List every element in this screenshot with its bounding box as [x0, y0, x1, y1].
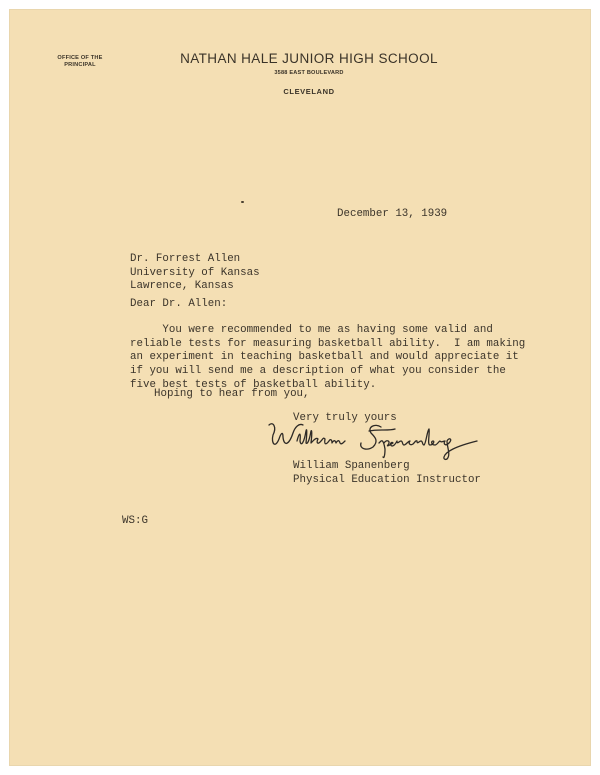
letter-page — [9, 9, 591, 766]
letter-body — [130, 324, 525, 393]
reference-initials: WS:G — [122, 515, 148, 527]
school-name: NATHAN HALE JUNIOR HIGH SCHOOL — [180, 51, 438, 66]
body-line: reliable tests for measuring basketball ability. I am making — [130, 337, 526, 350]
body-line: You were recommended to me as having some valid and — [130, 324, 493, 336]
office-line-1: OFFICE OF THE — [57, 55, 103, 61]
recipient-line: Lawrence, Kansas — [130, 280, 234, 293]
school-city: CLEVELAND — [283, 87, 335, 96]
salutation: Dear Dr. Allen: — [130, 298, 228, 310]
school-address: 3588 EAST BOULEVARD — [274, 70, 344, 76]
body-line: five best tests of basketball ability. — [130, 378, 377, 391]
recipient-address — [130, 253, 260, 294]
body-line: an experiment in teaching basketball and would appreciate it — [130, 351, 519, 364]
letter-date: December 13, 1939 — [337, 208, 448, 220]
ink-speck — [241, 201, 244, 203]
body-line: if you will send me a description of what you consider the — [130, 365, 506, 378]
office-line-2: PRINCIPAL — [64, 62, 96, 68]
signer-name: William Spanenberg — [293, 460, 410, 472]
recipient-line: Dr. Forrest Allen — [130, 253, 241, 265]
complimentary-close: Very truly yours — [293, 412, 397, 424]
signer-block — [293, 460, 481, 487]
closing-line: Hoping to hear from you, — [154, 388, 310, 400]
office-label — [45, 55, 115, 69]
signer-title: Physical Education Instructor — [293, 473, 481, 486]
recipient-line: University of Kansas — [130, 266, 260, 279]
